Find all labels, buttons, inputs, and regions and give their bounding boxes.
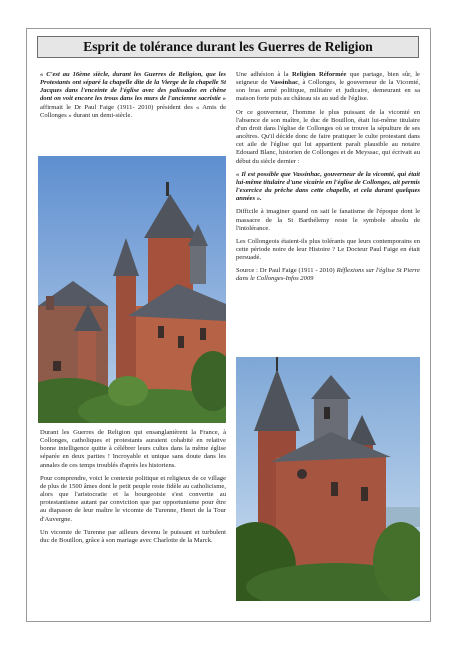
right-paragraph-4: Difficile à imaginer quand on sait le fanatisme de l'époque dont le massacre de la St Barthélemy reste le symbole absolu de l'intolérance. bbox=[236, 208, 420, 232]
history-paragraph-1: Durant les Guerres de Religion qui ensanglantèrent la France, à Collonges, catholiques et protestants auraient cohabité en relative bonne intelligence quitte à célébrer leurs cultes dans la même église séparée en deux parties ! Incroyable et unique sans doute dans les annales de ces temps troublés d'après les historiens. bbox=[40, 429, 226, 469]
right-column-text bbox=[236, 71, 420, 289]
intro-attribution: affirmait le Dr Paul Faige (1911- 2010) président des « Amis de Collonges » durant un demi-siècle. bbox=[40, 103, 226, 119]
intro-quote: « C'est au 16ème siècle, durant les Guerres de Religion, que les Protestants ont séparé la chapelle dite de la Vierge de la chapelle St Jacques dans l'enceinte de l'église avec des palissades en chêne dont on voit encore les trous dans les murs de l'ancienne sacristie » bbox=[40, 71, 226, 103]
history-paragraph-3: Un vicomte de Turenne par ailleurs devenu le puissant et turbulent duc de Bouillon, grâce à son mariage avec Charlotte de la Marck. bbox=[40, 528, 226, 544]
blanc-quote: « Il est possible que Vassinhac, gouverneur de la vicomté, qui était lui-même titulaire d'une vicairie en l'église de Collonges, ait permis l'exercice du prêche dans cette chapelle, et cela durant quelques années ». bbox=[236, 170, 420, 203]
history-paragraph-2: Pour comprendre, voici le contexte politique et religieux de ce village de plus de 1500 âmes dont le petit peuple reste fidèle au catholicisme, alors que l'aristocratie et la bourgeoisie s'est convertie au protestantisme autant par conviction que par opportunisme pour être au diapason de leur maître le vicomte de Turenne, Henri de la Tour d'Auvergne. bbox=[40, 474, 226, 523]
page-title: Esprit de tolérance durant les Guerres de Religion bbox=[83, 39, 373, 54]
history-text bbox=[40, 429, 226, 550]
vassinhac-name: Vassinhac bbox=[270, 79, 299, 87]
right-paragraph-2: Or ce gouverneur, l'homme le plus puissant de la vicomté en l'absence de son maître, le duc de Bouillon, était lui-même titulaire d'un droit dans l'église de Collonges où se trouve la sépulture de ses ancêtres. Qu'il décide donc de faire pratiquer le culte protestant dans cet aile de l'église qui lui appartient paraît plausible au notaire Edouard Blanc, historien de Collonges et de Meyssac, qui écrivait au début du siècle dernier : bbox=[236, 108, 420, 165]
text-span: Une adhésion à la bbox=[236, 71, 293, 78]
church-photo-right bbox=[236, 357, 420, 601]
title-box bbox=[37, 36, 419, 58]
right-paragraph-1 bbox=[236, 71, 420, 104]
right-paragraph-5: Les Collongeois étaient-ils plus tolérants que leurs contemporains en cette période noire de leur Histoire ? Le Docteur Paul Faige en était persuadé. bbox=[236, 237, 420, 262]
source-title: Réflexions sur l'église St Pierre dans le Collonges-Infos 2009 bbox=[236, 267, 420, 283]
text-span: Source : Dr Paul Faige (1911 - 2010) bbox=[236, 267, 337, 275]
source-citation bbox=[236, 267, 420, 283]
church-photo-left bbox=[38, 156, 226, 423]
text-span: , à Collonges, le gouverneur de la Vicomté, son bras armé politique, militaire et judicaire, demeurant en sa maison forte puis au château sis au sud de l'église. bbox=[236, 79, 421, 103]
text-span: que partage, bien sûr, le seigneur de bbox=[236, 71, 420, 87]
reformed-religion-term: Religion Réformée bbox=[292, 71, 347, 78]
intro-text bbox=[40, 71, 226, 125]
